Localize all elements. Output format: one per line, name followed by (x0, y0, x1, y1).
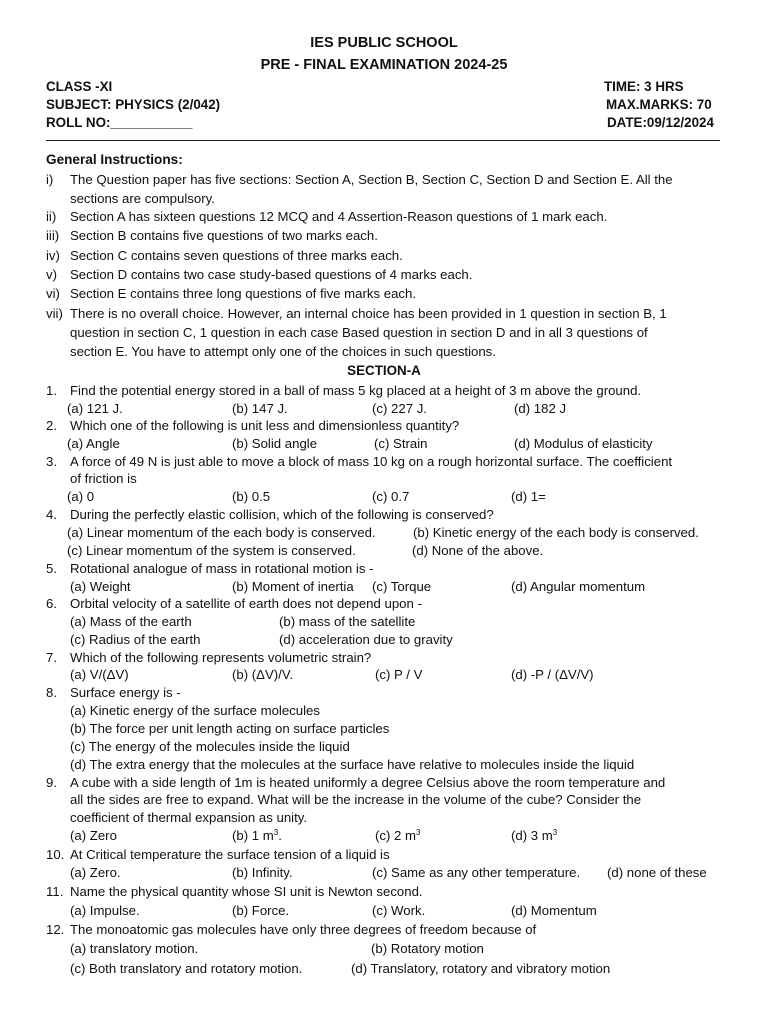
question-number: 5. (46, 561, 57, 576)
answer-option: (b) (ΔV)/V. (232, 667, 294, 682)
question-text: A force of 49 N is just able to move a block of mass 10 kg on a rough horizontal surface. The coefficient (70, 454, 673, 469)
answer-option: (b) mass of the satellite (279, 614, 416, 629)
answer-option: (a) 0 (67, 489, 95, 504)
answer-option: (a) translatory motion. (70, 941, 199, 956)
answer-option: (c) 0.7 (372, 489, 410, 504)
question-number: 4. (46, 507, 57, 522)
answer-option: (c) The energy of the molecules inside the liquid (70, 739, 350, 754)
instruction-number: i) (46, 172, 54, 187)
answer-option: (d) None of the above. (412, 543, 544, 558)
max-marks-label: MAX.MARKS: 70 (606, 97, 712, 112)
class-label: CLASS -XI (46, 79, 113, 94)
instruction-line: The Question paper has five sections: Section A, Section B, Section C, Section D and Section E. All the (70, 172, 673, 187)
question-number: 9. (46, 775, 57, 790)
answer-option: (d) The extra energy that the molecules at the surface have relative to molecules inside the liquid (70, 757, 635, 772)
answer-option: (a) Mass of the earth (70, 614, 192, 629)
question-text: Orbital velocity of a satellite of earth does not depend upon - (70, 596, 422, 611)
option-exponent: 3 (552, 828, 558, 837)
date-label: DATE:09/12/2024 (607, 115, 714, 130)
answer-option: (b) Rotatory motion (371, 941, 484, 956)
instruction-line: sections are compulsory. (70, 191, 215, 206)
answer-option: (a) Zero. (70, 865, 121, 880)
answer-option: (c) P / V (375, 667, 423, 682)
question-text: Find the potential energy stored in a ball of mass 5 kg placed at a height of 3 m above the ground. (70, 383, 642, 398)
answer-option: (c) Work. (372, 903, 426, 918)
instruction-number: iv) (46, 248, 60, 263)
section-a-title: SECTION-A (347, 363, 421, 378)
instruction-line: Section B contains five questions of two marks each. (70, 228, 378, 243)
answer-option: (c) Same as any other temperature. (372, 865, 581, 880)
instruction-line: Section D contains two case study-based questions of 4 marks each. (70, 267, 473, 282)
answer-option: (a) Impulse. (70, 903, 140, 918)
question-text: all the sides are free to expand. What will be the increase in the volume of the cube? Consider the (70, 792, 642, 807)
question-number: 12. (46, 922, 65, 937)
answer-option: (c) Radius of the earth (70, 632, 201, 647)
question-number: 7. (46, 650, 57, 665)
answer-option: (d) 182 J (514, 401, 567, 416)
question-number: 3. (46, 454, 57, 469)
question-number: 8. (46, 685, 57, 700)
exam-title: PRE - FINAL EXAMINATION 2024-25 (260, 57, 508, 73)
instruction-line: There is no overall choice. However, an internal choice has been provided in 1 question in section B, 1 (70, 306, 667, 321)
answer-option (232, 828, 282, 843)
answer-option: (a) 121 J. (67, 401, 123, 416)
instruction-number: v) (46, 267, 57, 282)
time-label: TIME: 3 HRS (604, 79, 684, 94)
answer-option: (b) Solid angle (232, 436, 318, 451)
answer-option: (d) Momentum (511, 903, 597, 918)
answer-option: (a) Weight (70, 579, 131, 594)
question-text: The monoatomic gas molecules have only three degrees of freedom because of (70, 922, 537, 937)
instruction-line: section E. You have to attempt only one of the choices in such questions. (70, 344, 496, 359)
answer-option: (b) Infinity. (232, 865, 293, 880)
answer-option: (c) Torque (372, 579, 432, 594)
answer-option: (d) Modulus of elasticity (514, 436, 653, 451)
school-name: IES PUBLIC SCHOOL (310, 35, 458, 51)
answer-option: (c) 227 J. (372, 401, 427, 416)
question-text: During the perfectly elastic collision, which of the following is conserved? (70, 507, 494, 522)
option-text: (b) 1 m (232, 828, 274, 843)
answer-option: (d) Angular momentum (511, 579, 646, 594)
question-text: Surface energy is - (70, 685, 181, 700)
question-text: Rotational analogue of mass in rotational motion is - (70, 561, 374, 576)
instruction-number: ii) (46, 209, 57, 224)
question-text: coefficient of thermal expansion as unity. (70, 810, 308, 825)
answer-option: (b) Force. (232, 903, 290, 918)
header-divider (46, 140, 720, 141)
question-text: A cube with a side length of 1m is heated uniformly a degree Celsius above the room temperature and (70, 775, 666, 790)
question-number: 1. (46, 383, 57, 398)
instruction-line: Section A has sixteen questions 12 MCQ and 4 Assertion-Reason questions of 1 mark each. (70, 209, 608, 224)
instruction-line: Section E contains three long questions of five marks each. (70, 286, 416, 301)
answer-option (375, 828, 420, 843)
option-text: (d) 3 m (511, 828, 553, 843)
question-text: Name the physical quantity whose SI unit is Newton second. (70, 884, 423, 899)
answer-option: (b) 147 J. (232, 401, 288, 416)
question-text: Which one of the following is unit less and dimensionless quantity? (70, 418, 460, 433)
instruction-line: Section C contains seven questions of three marks each. (70, 248, 403, 263)
question-text: Which of the following represents volumetric strain? (70, 650, 372, 665)
answer-option: (a) Zero (70, 828, 117, 843)
answer-option (511, 828, 557, 843)
question-text: of friction is (70, 471, 137, 486)
question-text: At Critical temperature the surface tension of a liquid is (70, 847, 390, 862)
option-exponent: 3 (416, 828, 421, 837)
answer-option: (b) 0.5 (232, 489, 271, 504)
answer-option: (a) Linear momentum of the each body is conserved. (67, 525, 376, 540)
option-exponent: 3 (273, 828, 279, 837)
instruction-number: vi) (46, 286, 60, 301)
answer-option: (d) acceleration due to gravity (279, 632, 453, 647)
answer-option: (b) Moment of inertia (232, 579, 354, 594)
question-number: 10. (46, 847, 65, 862)
answer-option: (d) -P / (ΔV/V) (511, 667, 594, 682)
roll-no-label: ROLL NO:___________ (46, 115, 193, 130)
subject-label: SUBJECT: PHYSICS (2/042) (46, 97, 221, 112)
instruction-number: vii) (46, 306, 63, 321)
answer-option: (d) none of these (607, 865, 707, 880)
instructions-title: General Instructions: (46, 152, 183, 167)
answer-option: (d) 1= (511, 489, 546, 504)
option-text: (c) 2 m (375, 828, 417, 843)
answer-option: (b) Kinetic energy of the each body is conserved. (413, 525, 699, 540)
instruction-number: iii) (46, 228, 60, 243)
instruction-line: question in section C, 1 question in each case Based question in section D and in all 3 questions of (70, 325, 648, 340)
option-suffix: . (278, 828, 282, 843)
question-number: 6. (46, 596, 57, 611)
question-number: 11. (46, 884, 64, 899)
answer-option: (b) The force per unit length acting on surface particles (70, 721, 390, 736)
answer-option: (a) Kinetic energy of the surface molecules (70, 703, 320, 718)
answer-option: (d) Translatory, rotatory and vibratory motion (351, 961, 611, 976)
question-number: 2. (46, 418, 57, 433)
answer-option: (a) Angle (67, 436, 120, 451)
answer-option: (c) Linear momentum of the system is conserved. (67, 543, 356, 558)
answer-option: (a) V/(ΔV) (70, 667, 129, 682)
answer-option: (c) Both translatory and rotatory motion. (70, 961, 303, 976)
answer-option: (c) Strain (374, 436, 428, 451)
